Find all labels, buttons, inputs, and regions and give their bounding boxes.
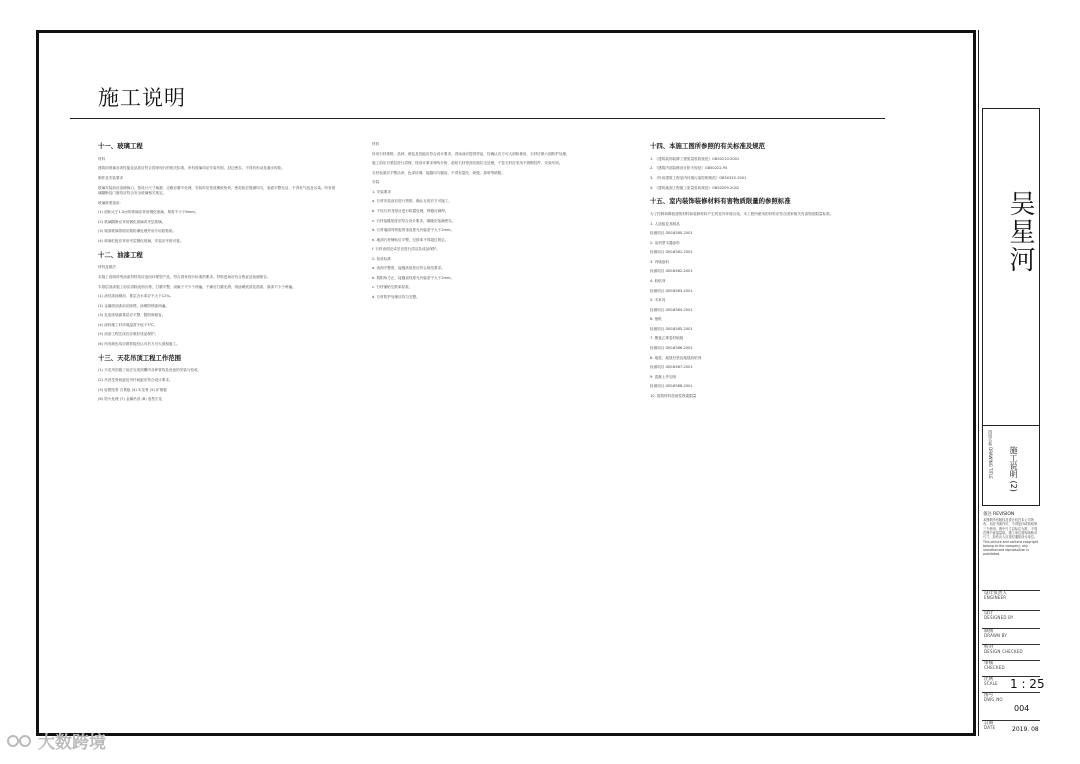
drawn-label: 制图 xyxy=(984,629,994,634)
drawing-title: 施工说明 (2) xyxy=(1009,446,1018,492)
scale-value: 1 : 25 xyxy=(1010,677,1045,691)
dwg-field xyxy=(982,692,1040,718)
list-item: 1. 《建筑装饰装修工程质量验收规范》GB50210-2001 xyxy=(650,156,740,161)
standard-ref: 检测项目 GB18586-2001 xyxy=(650,345,693,350)
list-item: 10. 建筑材料放射性核素限量 xyxy=(650,393,697,398)
watermark-logo-icon xyxy=(6,732,34,750)
list-item: (1) 油性漆涂刷前，基层含水率应不大于12%。 xyxy=(98,294,174,299)
standard-ref: 检测项目 GB18585-2001 xyxy=(650,326,693,331)
watermark xyxy=(6,728,106,753)
standard-ref: 检测项目 GB18581-2001 xyxy=(650,250,693,255)
list-item: (2) 金属面油漆前应除锈，涂刷防锈漆两遍。 xyxy=(98,303,169,308)
drawn-label-en: DRAWN BY xyxy=(984,633,1008,639)
list-item: 7. 聚氯乙烯卷材地板 xyxy=(650,336,684,341)
designed-label: 设计 xyxy=(984,611,994,616)
list-item: 2. 溶剂型木器涂料 xyxy=(650,240,680,245)
sub-heading: 制作及安装要求 xyxy=(98,176,124,181)
sub-heading: 安装 xyxy=(372,180,380,185)
list-item: d. 石材防护处理应均匀完整。 xyxy=(372,295,420,299)
dwg-label-en: DWG NO xyxy=(984,697,1003,703)
designed-field xyxy=(982,610,1040,626)
date-value: 2019. 08 xyxy=(1012,726,1039,733)
checked-label-en: CHECKED xyxy=(984,665,1005,671)
date-label-en: DATE xyxy=(984,725,996,731)
section-heading: 十一、玻璃工程 xyxy=(98,142,143,150)
engineer-label: 设计负责人 xyxy=(984,591,1007,596)
list-item: (1) 面积大于1.5㎡的玻璃应采用钢化玻璃，厚度不小于6mm。 xyxy=(98,210,199,215)
section-heading: 十二、油漆工程 xyxy=(98,250,143,259)
list-item: (4) 涂料施工时环境温度不低于5℃。 xyxy=(98,322,158,327)
section-heading: 十三、天花吊顶工程工作范围 xyxy=(98,353,182,362)
list-item: 9. 混凝土外加剂 xyxy=(650,374,677,379)
sub-heading: 玻璃厚度选用： xyxy=(98,200,124,205)
sub-heading: 2. 检验标准 xyxy=(372,256,391,261)
check-field xyxy=(982,644,1040,658)
scale-label-en: SCALE xyxy=(984,681,998,687)
list-item: 1. 人造板及其制品 xyxy=(650,221,680,226)
engineer-field xyxy=(982,590,1040,606)
standard-ref: 检测项目 GB18584-2001 xyxy=(650,307,693,312)
drawn-field xyxy=(982,628,1040,642)
standard-ref: 检测项目 GB18583-2001 xyxy=(650,288,693,293)
revision-text: 本图纸所有版权及设计权归本公司所有，未经书面许可，不得复印或转给第三方使用。图中尺寸以标注为准，不得在图中直接量取。施工单位需现场核对尺寸，如有出入应及时通知设计单位。This picture and content copyright belong to the company, any unauthorized reproduction is prohibited. xyxy=(983,517,1039,557)
page-title: 施工说明 xyxy=(98,86,186,110)
check-label-en: DESIGN CHECKED xyxy=(984,649,1023,655)
list-item: d. 石材墙面每块板的垂直度允许偏差不大于2mm。 xyxy=(372,228,455,233)
notes-column-3 xyxy=(650,142,910,403)
notes-column-1 xyxy=(98,142,338,407)
list-item: (3) 轻钢龙骨 石膏板 (4) 木龙骨 (5) 矿棉板 xyxy=(98,387,167,392)
list-item: 3. 《民用建筑工程室内环境污染控制规范》GB50325-2001 xyxy=(650,176,747,181)
title-rule xyxy=(70,118,885,119)
list-item: (2) 吊顶龙骨间距及吊杆间距应符合设计要求。 xyxy=(98,378,173,383)
project-name: 吴星河 xyxy=(1005,190,1035,274)
designed-label-en: DESIGNED BY xyxy=(984,615,1014,621)
dwg-value: 004 xyxy=(1014,704,1030,713)
revision-heading: 备注 REVISION xyxy=(983,512,1015,517)
date-label: 日期 xyxy=(984,721,994,726)
list-item: (3) 乳胶漆墙面基层应平整，阴阳角顺直。 xyxy=(98,313,166,318)
standard-ref: 检测项目 GB18582-2001 xyxy=(650,269,693,274)
list-item: 2. 《建筑内部装修设计防火规范》GB50222-95 xyxy=(650,166,728,171)
list-item: 6. 壁纸 xyxy=(650,317,662,322)
list-item: f. 石材表面完成后应进行清洁及成品保护。 xyxy=(372,247,440,252)
list-item: (3) 镜面玻璃背面应做防潮处理并用专用胶粘贴。 xyxy=(98,229,177,234)
list-item: 3. 内墙涂料 xyxy=(650,259,669,264)
sub-heading: 1. 安装要求 xyxy=(372,189,391,194)
list-item: a. 表面平整度、接缝高低差应符合规范要求。 xyxy=(372,266,445,271)
list-item: 8. 地毯、地毯衬垫及地毯胶粘剂 xyxy=(650,355,702,360)
paragraph: 建筑用玻璃各项性能及品质应符合国家现行的相关标准，所有玻璃均应安装牢固，封边密实，不得有松动及漏水现象。 xyxy=(98,166,285,171)
scale-label: 比例 xyxy=(984,677,994,682)
section-heading: 十五、室内装饰装修材料有害物质限量的参照标准 xyxy=(650,197,791,206)
paragraph: 为了控制和降低建筑材料和装修材料产生的室内环境污染，本工程所使用的材料应符合国家相关有害物质限量标准。 xyxy=(650,212,834,217)
list-item: c. 石材铺贴空鼓率检查。 xyxy=(372,285,413,290)
list-item: (1) 天花吊顶施工前应完成顶棚内各种管线及设备的安装与验收。 xyxy=(98,368,202,373)
sub-heading: 材料 xyxy=(372,142,380,146)
sub-heading: 材料 xyxy=(98,156,106,161)
standard-ref: 检测项目 GB18580-2001 xyxy=(650,231,693,236)
list-item: 5. 木家具 xyxy=(650,298,666,303)
list-item: (4) 玻璃栏板应采用夹层钢化玻璃，安装应牢固可靠。 xyxy=(98,238,184,243)
list-item: (6) 所有颜色均应做样板经认可后方可大面积施工。 xyxy=(98,341,180,346)
list-item: (2) 玻璃隔断应采用钢化玻璃或夹层玻璃。 xyxy=(98,219,166,224)
check-label: 校对 xyxy=(984,645,994,650)
list-item: 4. 《建筑地面工程施工质量验收规范》GB50209-2002 xyxy=(650,185,740,190)
drawing-title-label-en: DRAWING TITLE xyxy=(988,447,994,479)
drawing-title-label-cn: 图纸名称 xyxy=(988,430,994,446)
section-heading: 十四、本施工图所参照的有关标准及规范 xyxy=(650,142,766,150)
checked-label: 审核 xyxy=(984,661,994,666)
paragraph: 石材表面应平整洁净，色泽协调，接缝均匀顺直，不得有裂纹、缺棱、掉角等缺陷。 xyxy=(372,170,505,175)
engineer-label-en: ENGINEER xyxy=(984,595,1007,601)
paragraph: 施工前应对基层进行清理，按设计要求弹线分格，湿贴石材背面应做拉毛处理，干挂石材应采用不锈钢挂件，安装牢固。 xyxy=(372,161,563,166)
list-item: a. 石材安装前应进行预排，确认无误后方可施工。 xyxy=(372,199,452,204)
list-item: b. 干挂石材龙骨应进行防腐处理，焊缝应满焊。 xyxy=(372,208,449,213)
list-item: (5) 油漆工程完成后应做好成品保护。 xyxy=(98,332,159,337)
checked-field xyxy=(982,660,1040,674)
standard-ref: 检测项目 GB18587-2001 xyxy=(650,365,693,370)
list-item: c. 石材接缝宽度应符合设计要求，填缝应饱满密实。 xyxy=(372,218,456,223)
list-item: 4. 胶粘剂 xyxy=(650,279,666,284)
watermark-text: 大数跨境 xyxy=(38,733,106,753)
paragraph: 玻璃安装前应清理裁口，按设计尺寸裁割，边缘应磨平处理，安装时应垫放橡胶垫块，密封胶应饱满均匀，表面平整光洁，不得有气泡及污染。所有玻璃隔断及门窗均应符合安全玻璃相关规定。 xyxy=(98,185,336,196)
notes-column-2 xyxy=(372,142,622,305)
revision-notes xyxy=(983,512,1039,557)
paragraph: 所用石材规格、品种、颜色及性能应符合设计要求，进场前应提供样品，经确认后方可大面积使用，石材应做六面防护处理。 xyxy=(372,151,570,156)
paragraph: 木基层油漆施工前应清除表面污物，打磨平整，刮腻子不少于两遍，干燥后打磨光滑，再涂刷底漆及面漆，面漆不少于两遍。 xyxy=(98,284,296,289)
dwg-label: 图号 xyxy=(984,693,994,698)
list-item: b. 阴阳角方正，接缝直线度允许偏差不大于2mm。 xyxy=(372,275,455,280)
drawing-title-label xyxy=(988,430,993,479)
paragraph: 本施工说明所列油漆材料均应选用环保型产品，符合国家现行标准的要求，材料进场应有合格证及检测报告。 xyxy=(98,275,271,280)
sub-heading: 材料及做法 xyxy=(98,265,116,270)
standard-ref: 检测项目 GB18588-2001 xyxy=(650,384,693,389)
list-item: (6) 防火处理 (7) 金属吊顶 (8) 造型天花 xyxy=(98,397,163,402)
list-item: e. 地面石材铺贴应平整，空鼓率不得超过规定。 xyxy=(372,237,449,242)
